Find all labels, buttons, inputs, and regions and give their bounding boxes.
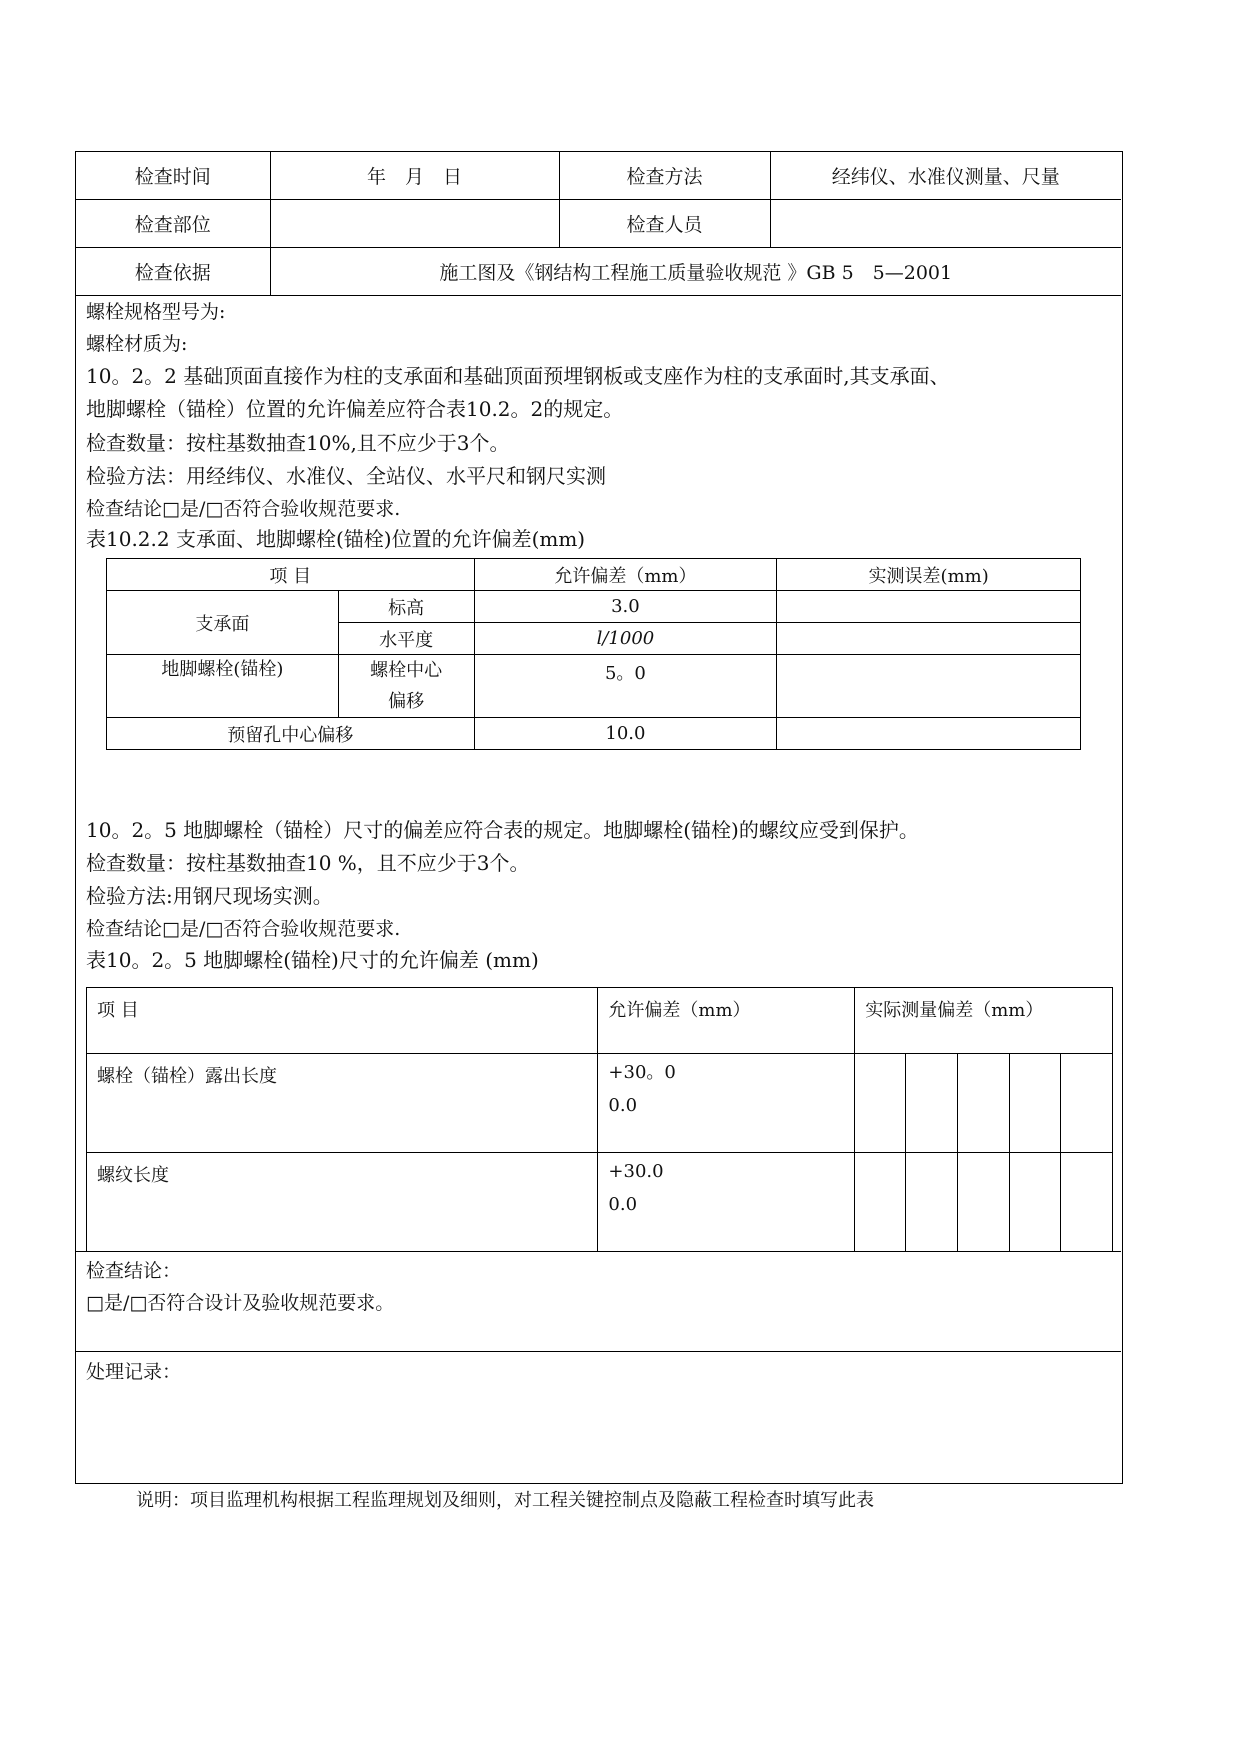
table-10-2-5 [86, 987, 1113, 1252]
check-quantity-1: 检查数量：按柱基数抽查10%,且不应少于3个。 [86, 431, 510, 455]
bolt-spec-line: 螺栓规格型号为: [86, 301, 226, 323]
t2-row2-tolerance: +30.0 0.0 [598, 1153, 855, 1252]
value-inspector[interactable] [770, 200, 1121, 248]
label-inspection-basis: 检查依据 [76, 248, 270, 296]
check-method-1: 检验方法：用经纬仪、水准仪、全站仪、水平尺和钢尺实测 [86, 464, 606, 488]
t1-hole-center-offset-label: 预留孔中心偏移 [107, 718, 475, 750]
label-inspector: 检查人员 [559, 200, 770, 248]
header-table [76, 152, 1121, 296]
t1-levelness-label: 水平度 [338, 623, 474, 655]
t1-group-bearing-surface: 支承面 [107, 591, 339, 655]
check-quantity-2: 检查数量：按柱基数抽查10 %，且不应少于3个。 [86, 851, 530, 875]
t1-header-measured: 实测误差(mm) [777, 559, 1081, 591]
record-section-divider [76, 1351, 1121, 1352]
table-10-2-2-title: 表10.2.2 支承面、地脚螺栓(锚栓)位置的允许偏差(mm) [86, 527, 586, 551]
clause-10-2-2-line2: 地脚螺栓（锚栓）位置的允许偏差应符合表10.2。2的规定。 [86, 397, 624, 421]
t2-row2-measure-cell[interactable] [906, 1153, 958, 1252]
label-inspection-time: 检查时间 [76, 152, 270, 200]
t2-header-measured: 实际测量偏差（mm） [855, 988, 1113, 1054]
t1-header-item: 项 目 [107, 559, 475, 591]
t2-row1-measure-cell[interactable] [906, 1054, 958, 1153]
t2-row2-measure-cell[interactable] [855, 1153, 906, 1252]
t2-row1-measure-cell[interactable] [958, 1054, 1010, 1153]
t1-group-anchor-bolt: 地脚螺栓(锚栓) [107, 655, 339, 718]
t2-row2-measure-cell[interactable] [1010, 1153, 1061, 1252]
t2-row1-measure-cell[interactable] [1061, 1054, 1113, 1153]
t1-bolt-center-offset-measured[interactable] [777, 655, 1081, 718]
t2-row1-measure-cell[interactable] [855, 1054, 906, 1153]
table-10-2-5-title: 表10。2。5 地脚螺栓(锚栓)尺寸的允许偏差 (mm) [86, 948, 539, 972]
t1-levelness-measured[interactable] [777, 623, 1081, 655]
t1-bolt-center-offset-label: 螺栓中心 偏移 [338, 655, 474, 718]
t1-elevation-measured[interactable] [777, 591, 1081, 623]
t2-row1-item: 螺栓（锚栓）露出长度 [87, 1054, 598, 1153]
t1-hole-center-offset-measured[interactable] [777, 718, 1081, 750]
t1-levelness-tolerance: l/1000 [474, 623, 777, 655]
t2-row2-measure-cell[interactable] [1061, 1153, 1113, 1252]
conclusion-text: □是/□否符合设计及验收规范要求。 [86, 1292, 395, 1314]
t1-elevation-label: 标高 [338, 591, 474, 623]
clause-10-2-2-line1: 10。2。2 基础顶面直接作为柱的支承面和基础顶面预埋钢板或支座作为柱的支承面时,其支承面、 [86, 364, 950, 388]
check-conclusion-2: 检查结论□是/□否符合验收规范要求. [86, 918, 401, 940]
inspection-form [75, 151, 1123, 1484]
t2-header-item: 项 目 [87, 988, 598, 1054]
conclusion-section-divider [76, 1251, 1121, 1252]
processing-record-label: 处理记录： [86, 1361, 182, 1383]
clause-10-2-5-line: 10。2。5 地脚螺栓（锚栓）尺寸的偏差应符合表的规定。地脚螺栓(锚栓)的螺纹应受到保护。 [86, 818, 919, 842]
t1-bolt-center-offset-tolerance: 5。0 [474, 655, 777, 718]
t2-row1-tolerance: +30。0 0.0 [598, 1054, 855, 1153]
value-inspection-method[interactable]: 经纬仪、水准仪测量、尺量 [770, 152, 1121, 200]
t2-row2-measure-cell[interactable] [958, 1153, 1010, 1252]
t1-header-tolerance: 允许偏差（mm） [474, 559, 777, 591]
t1-elevation-tolerance: 3.0 [474, 591, 777, 623]
value-inspection-location[interactable] [270, 200, 559, 248]
value-inspection-date[interactable]: 年 月 日 [270, 152, 559, 200]
t2-row2-item: 螺纹长度 [87, 1153, 598, 1252]
table-10-2-2 [106, 558, 1081, 750]
label-inspection-location: 检查部位 [76, 200, 270, 248]
check-conclusion-1: 检查结论□是/□否符合验收规范要求. [86, 498, 401, 520]
footer-note: 说明：项目监理机构根据工程监理规划及细则，对工程关键控制点及隐蔽工程检查时填写此表 [136, 1490, 874, 1511]
label-inspection-method: 检查方法 [559, 152, 770, 200]
t2-header-tolerance: 允许偏差（mm） [598, 988, 855, 1054]
t1-hole-center-offset-tolerance: 10.0 [474, 718, 777, 750]
bolt-material-line: 螺栓材质为: [86, 333, 188, 355]
conclusion-label: 检查结论： [86, 1260, 182, 1282]
t2-row1-measure-cell[interactable] [1010, 1054, 1061, 1153]
value-inspection-basis: 施工图及《钢结构工程施工质量验收规范 》GB 5 5—2001 [270, 248, 1121, 296]
check-method-2: 检验方法:用钢尺现场实测。 [86, 884, 333, 908]
